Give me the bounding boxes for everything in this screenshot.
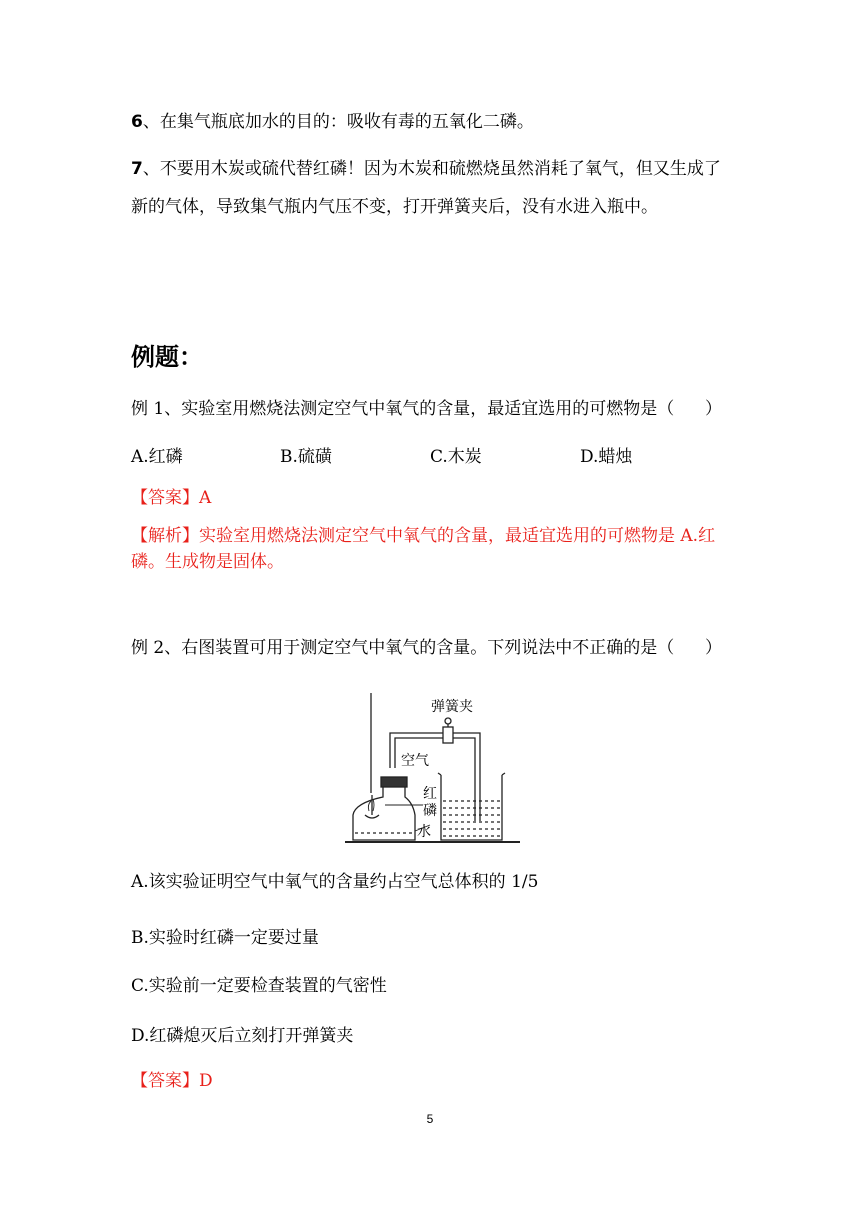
label-clamp: 弹簧夹	[431, 699, 473, 715]
examples-heading: 例题：	[131, 343, 203, 371]
ex1-analysis-label: 【解析】	[131, 526, 199, 546]
point-7-line-1	[131, 155, 721, 183]
ex1-analysis-line-1	[131, 522, 715, 550]
stopper	[381, 777, 407, 787]
ex2-option-c: C.实验前一定要检查装置的气密性	[131, 976, 387, 996]
ex1-answer-value: A	[199, 488, 212, 508]
apparatus-figure	[345, 693, 520, 848]
point-6	[131, 108, 534, 136]
ex2-answer-label: 【答案】	[131, 1071, 199, 1091]
label-phosphorus-1: 红	[423, 786, 437, 802]
ex1-question: 例 1、实验室用燃烧法测定空气中氧气的含量，最适宜选用的可燃物是（	[131, 399, 675, 419]
spring-clamp	[443, 727, 453, 743]
ex2-answer	[131, 1067, 213, 1095]
ex2-option-d: D.红磷熄灭后立刻打开弹簧夹	[131, 1026, 354, 1046]
label-air: 空气	[401, 753, 429, 769]
page-number: 5	[426, 1112, 434, 1126]
ex1-option-c: C.木炭	[430, 447, 482, 467]
ex1-analysis-line-2: 磷。生成物是固体。	[131, 552, 284, 572]
ex1-answer	[131, 484, 211, 512]
ex1-option-b: B.硫磺	[280, 447, 332, 467]
point-7-text-1: 、不要用木炭或硫代替红磷！因为木炭和硫燃烧虽然消耗了氧气，但又生成了	[142, 159, 721, 179]
label-phosphorus-2: 磷	[423, 803, 437, 819]
label-water: 水	[417, 824, 431, 840]
ex1-option-d: D.蜡烛	[580, 447, 633, 467]
point-6-text: 、在集气瓶底加水的目的：吸收有毒的五氧化二磷。	[142, 112, 534, 132]
combustion-spoon	[365, 815, 379, 818]
ex1-close-paren: ）	[705, 399, 722, 419]
ex2-close-paren: ）	[705, 638, 722, 658]
point-7-number: 7	[131, 159, 143, 179]
gas-jar	[353, 787, 415, 840]
ex1-analysis-text-1: 实验室用燃烧法测定空气中氧气的含量，最适宜选用的可燃物是 A.红	[199, 526, 716, 546]
ex2-answer-value: D	[199, 1071, 213, 1091]
ex2-option-b: B.实验时红磷一定要过量	[131, 928, 319, 948]
point-6-number: 6	[131, 112, 143, 132]
point-7-line-2: 新的气体，导致集气瓶内气压不变，打开弹簧夹后，没有水进入瓶中。	[131, 197, 658, 217]
ex2-question: 例 2、右图装置可用于测定空气中氧气的含量。下列说法中不正确的是（	[131, 638, 675, 658]
ex2-option-a: A.该实验证明空气中氧气的含量约占空气总体积的 1/5	[131, 872, 539, 892]
ex1-answer-label: 【答案】	[131, 488, 199, 508]
ex1-option-a: A.红磷	[131, 447, 183, 467]
